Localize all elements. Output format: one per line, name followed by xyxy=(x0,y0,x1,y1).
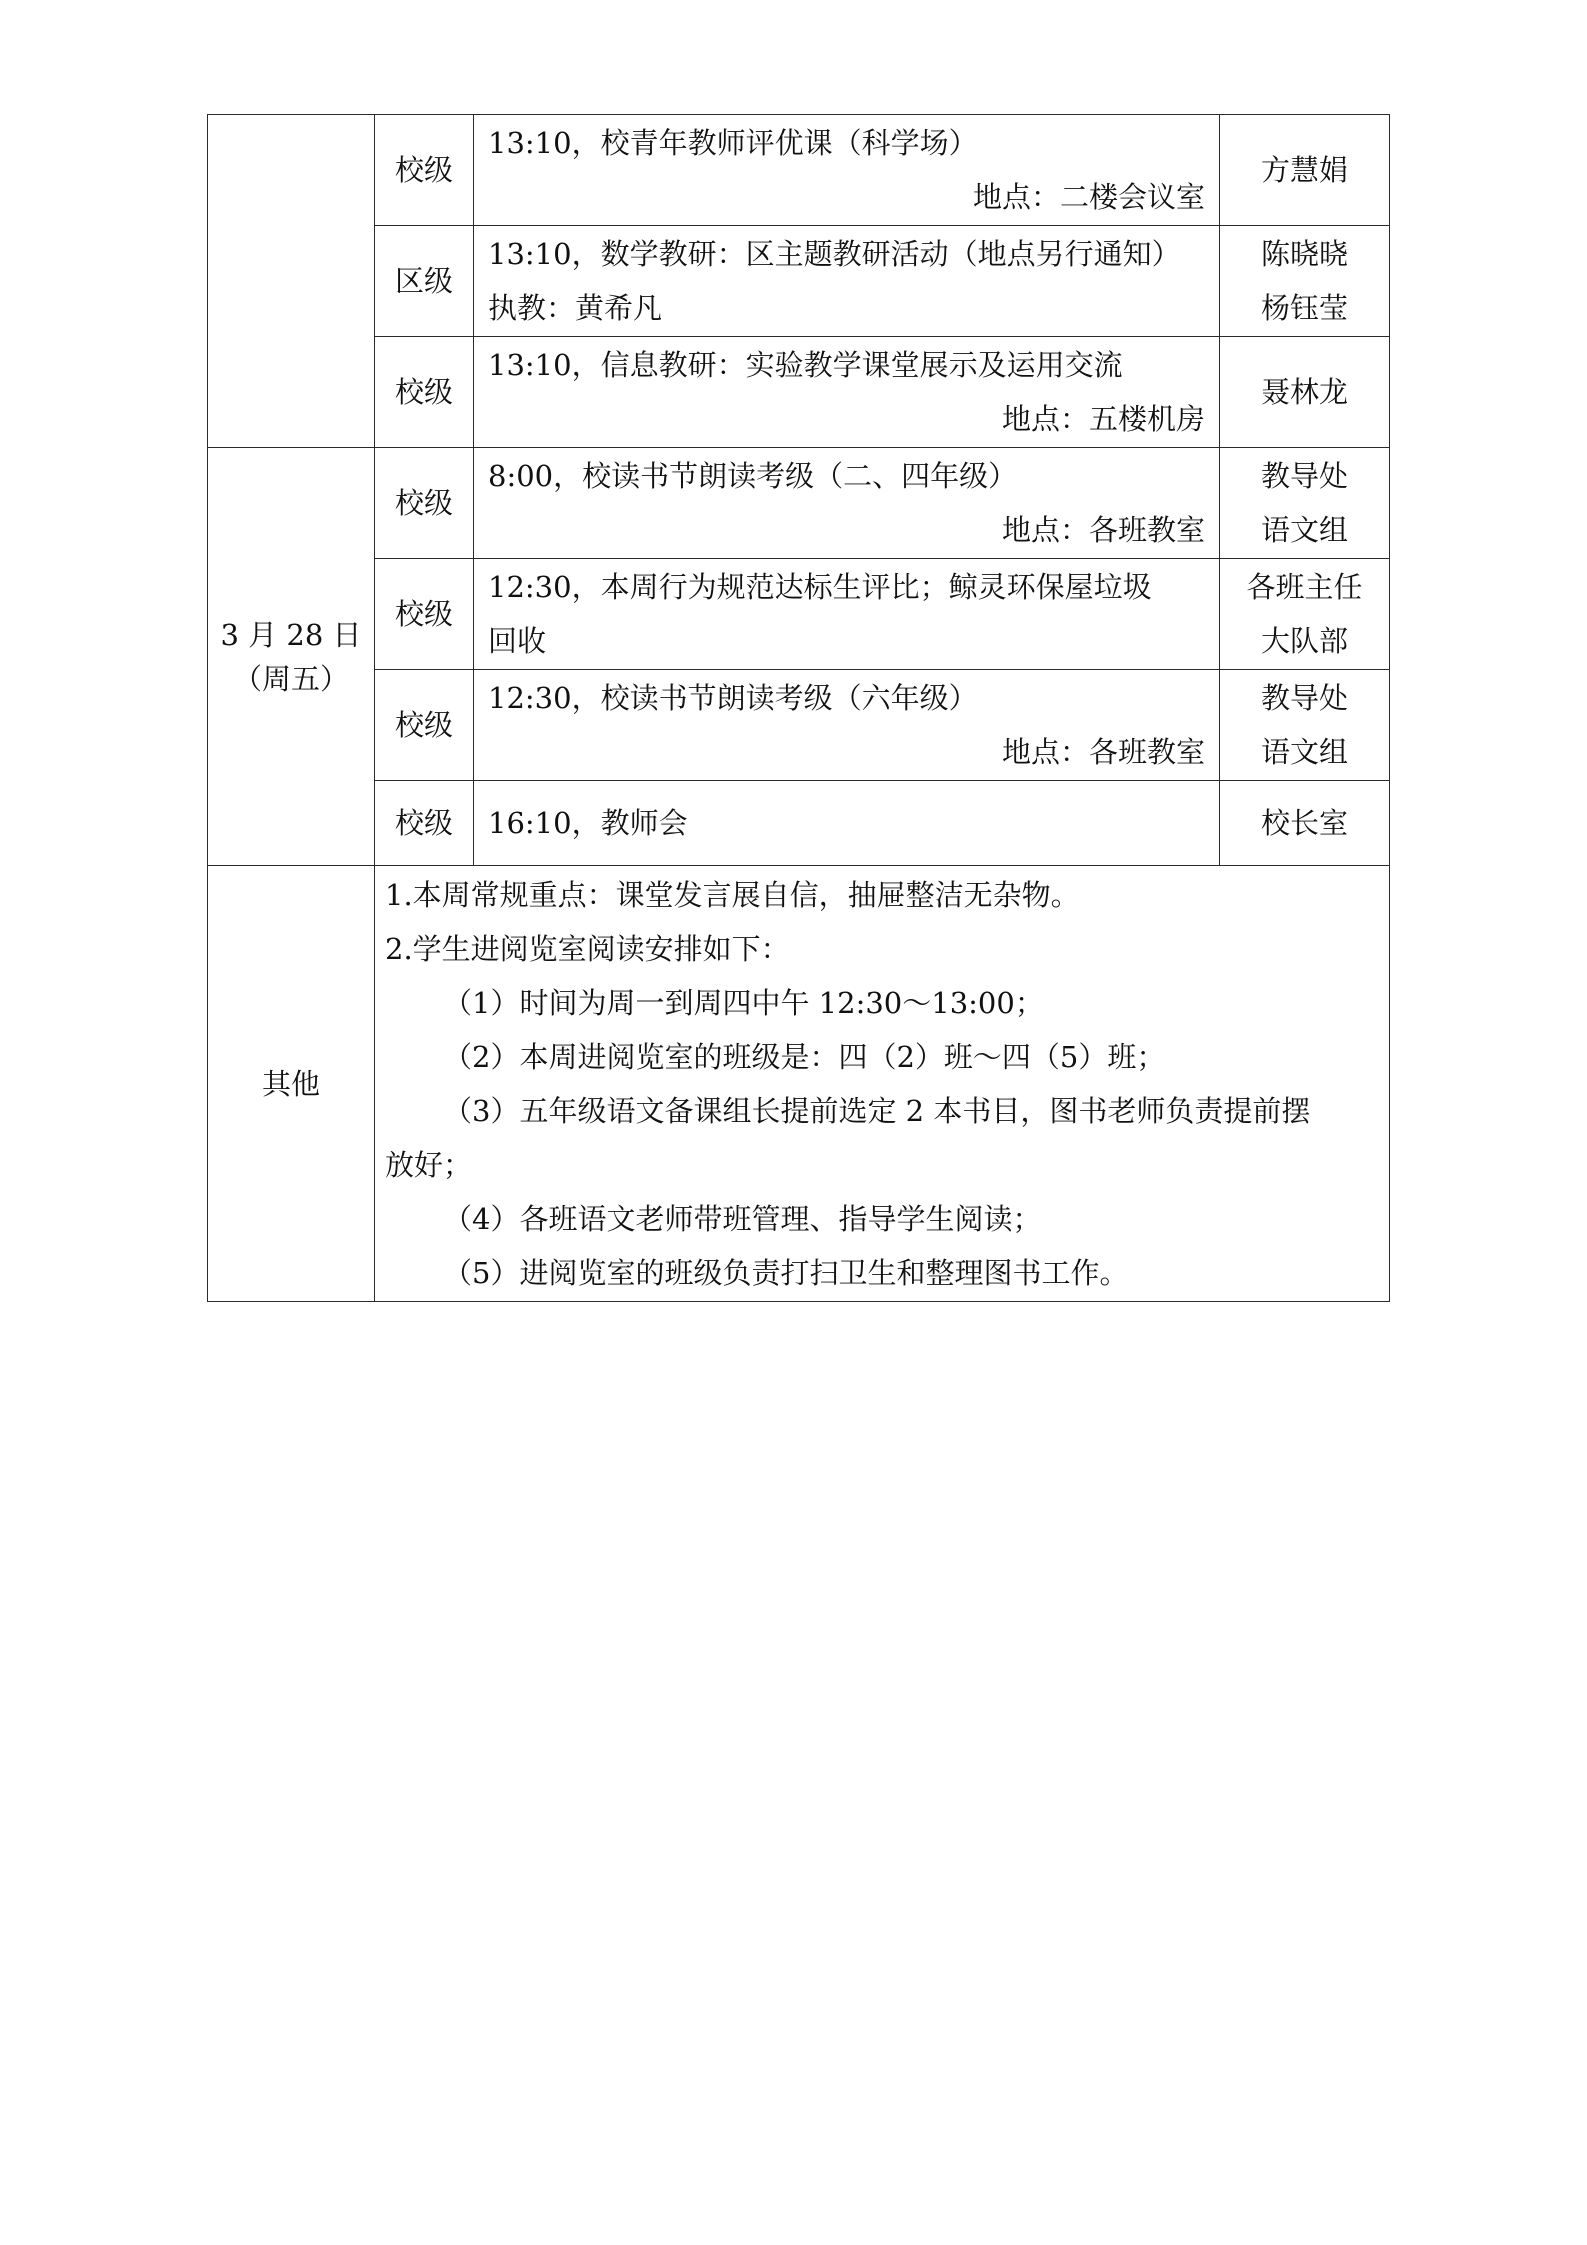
date-cell-continued xyxy=(208,115,375,448)
level-cell: 区级 xyxy=(375,226,474,337)
person-cell xyxy=(1220,115,1390,226)
location-line: 地点：五楼机房 xyxy=(1001,402,1205,436)
table-row xyxy=(208,337,1390,448)
person-name: 方慧娟 xyxy=(1260,153,1348,187)
content-line: 执教：黄希凡 xyxy=(488,291,663,325)
person-name: 陈晓晓 xyxy=(1260,237,1348,271)
level-cell: 校级 xyxy=(375,781,474,866)
note-line: （1）时间为周一到周四中午 12:30～13:00； xyxy=(443,985,1044,1020)
content-line: 回收 xyxy=(488,624,547,658)
content-line: 12:30，本周行为规范达标生评比；鲸灵环保屋垃圾 xyxy=(488,570,1152,604)
content-line: 16:10，教师会 xyxy=(488,806,688,840)
other-label-cell: 其他 xyxy=(208,866,375,1302)
content-cell xyxy=(474,670,1220,781)
location-line: 地点：二楼会议室 xyxy=(972,180,1205,214)
note-line: （2）本周进阅览室的班级是：四（2）班～四（5）班； xyxy=(443,1039,1166,1074)
content-line: 13:10，校青年教师评优课（科学场） xyxy=(488,126,978,160)
content-line: 8:00，校读书节朗读考级（二、四年级） xyxy=(488,459,1018,493)
weekday-text: （周五） xyxy=(232,661,349,696)
person-cell xyxy=(1220,559,1390,670)
person-cell xyxy=(1220,226,1390,337)
content-cell xyxy=(474,226,1220,337)
table-row xyxy=(208,866,1390,1302)
level-cell: 校级 xyxy=(375,670,474,781)
table-row xyxy=(208,781,1390,866)
person-name: 语文组 xyxy=(1260,735,1348,769)
content-cell xyxy=(474,781,1220,866)
table-row xyxy=(208,115,1390,226)
note-line: 放好； xyxy=(385,1147,473,1182)
content-line: 12:30，校读书节朗读考级（六年级） xyxy=(488,681,978,715)
person-cell xyxy=(1220,670,1390,781)
note-line: （5）进阅览室的班级负责打扫卫生和整理图书工作。 xyxy=(443,1255,1129,1290)
table-row xyxy=(208,559,1390,670)
table-row xyxy=(208,670,1390,781)
person-cell xyxy=(1220,337,1390,448)
level-cell: 校级 xyxy=(375,337,474,448)
note-line: （3）五年级语文备课组长提前选定 2 本书目，图书老师负责提前摆 xyxy=(443,1093,1311,1128)
note-line: 2.学生进阅览室阅读安排如下： xyxy=(385,931,790,966)
content-cell xyxy=(474,559,1220,670)
person-cell xyxy=(1220,448,1390,559)
schedule-table xyxy=(207,114,1390,1302)
person-name: 大队部 xyxy=(1260,624,1348,658)
notes-cell xyxy=(375,866,1390,1302)
date-cell xyxy=(208,448,375,866)
level-cell: 校级 xyxy=(375,559,474,670)
person-name: 各班主任 xyxy=(1246,570,1363,604)
table-row xyxy=(208,448,1390,559)
content-cell xyxy=(474,115,1220,226)
content-cell xyxy=(474,448,1220,559)
note-line: 1.本周常规重点：课堂发言展自信，抽屉整洁无杂物。 xyxy=(385,877,1080,912)
level-cell: 校级 xyxy=(375,448,474,559)
location-line: 地点：各班教室 xyxy=(1001,513,1205,547)
content-line: 13:10，数学教研：区主题教研活动（地点另行通知） xyxy=(488,237,1181,271)
date-text: 3 月 28 日 xyxy=(220,617,362,652)
level-cell: 校级 xyxy=(375,115,474,226)
person-name: 语文组 xyxy=(1260,513,1348,547)
person-name: 校长室 xyxy=(1260,806,1348,840)
content-line: 13:10，信息教研：实验教学课堂展示及运用交流 xyxy=(488,348,1123,382)
content-cell xyxy=(474,337,1220,448)
note-line: （4）各班语文老师带班管理、指导学生阅读； xyxy=(443,1201,1042,1236)
table-row xyxy=(208,226,1390,337)
person-cell xyxy=(1220,781,1390,866)
location-line: 地点：各班教室 xyxy=(1001,735,1205,769)
person-name: 杨钰莹 xyxy=(1260,291,1348,325)
person-name: 教导处 xyxy=(1260,681,1348,715)
person-name: 教导处 xyxy=(1260,459,1348,493)
person-name: 聂林龙 xyxy=(1260,375,1348,409)
